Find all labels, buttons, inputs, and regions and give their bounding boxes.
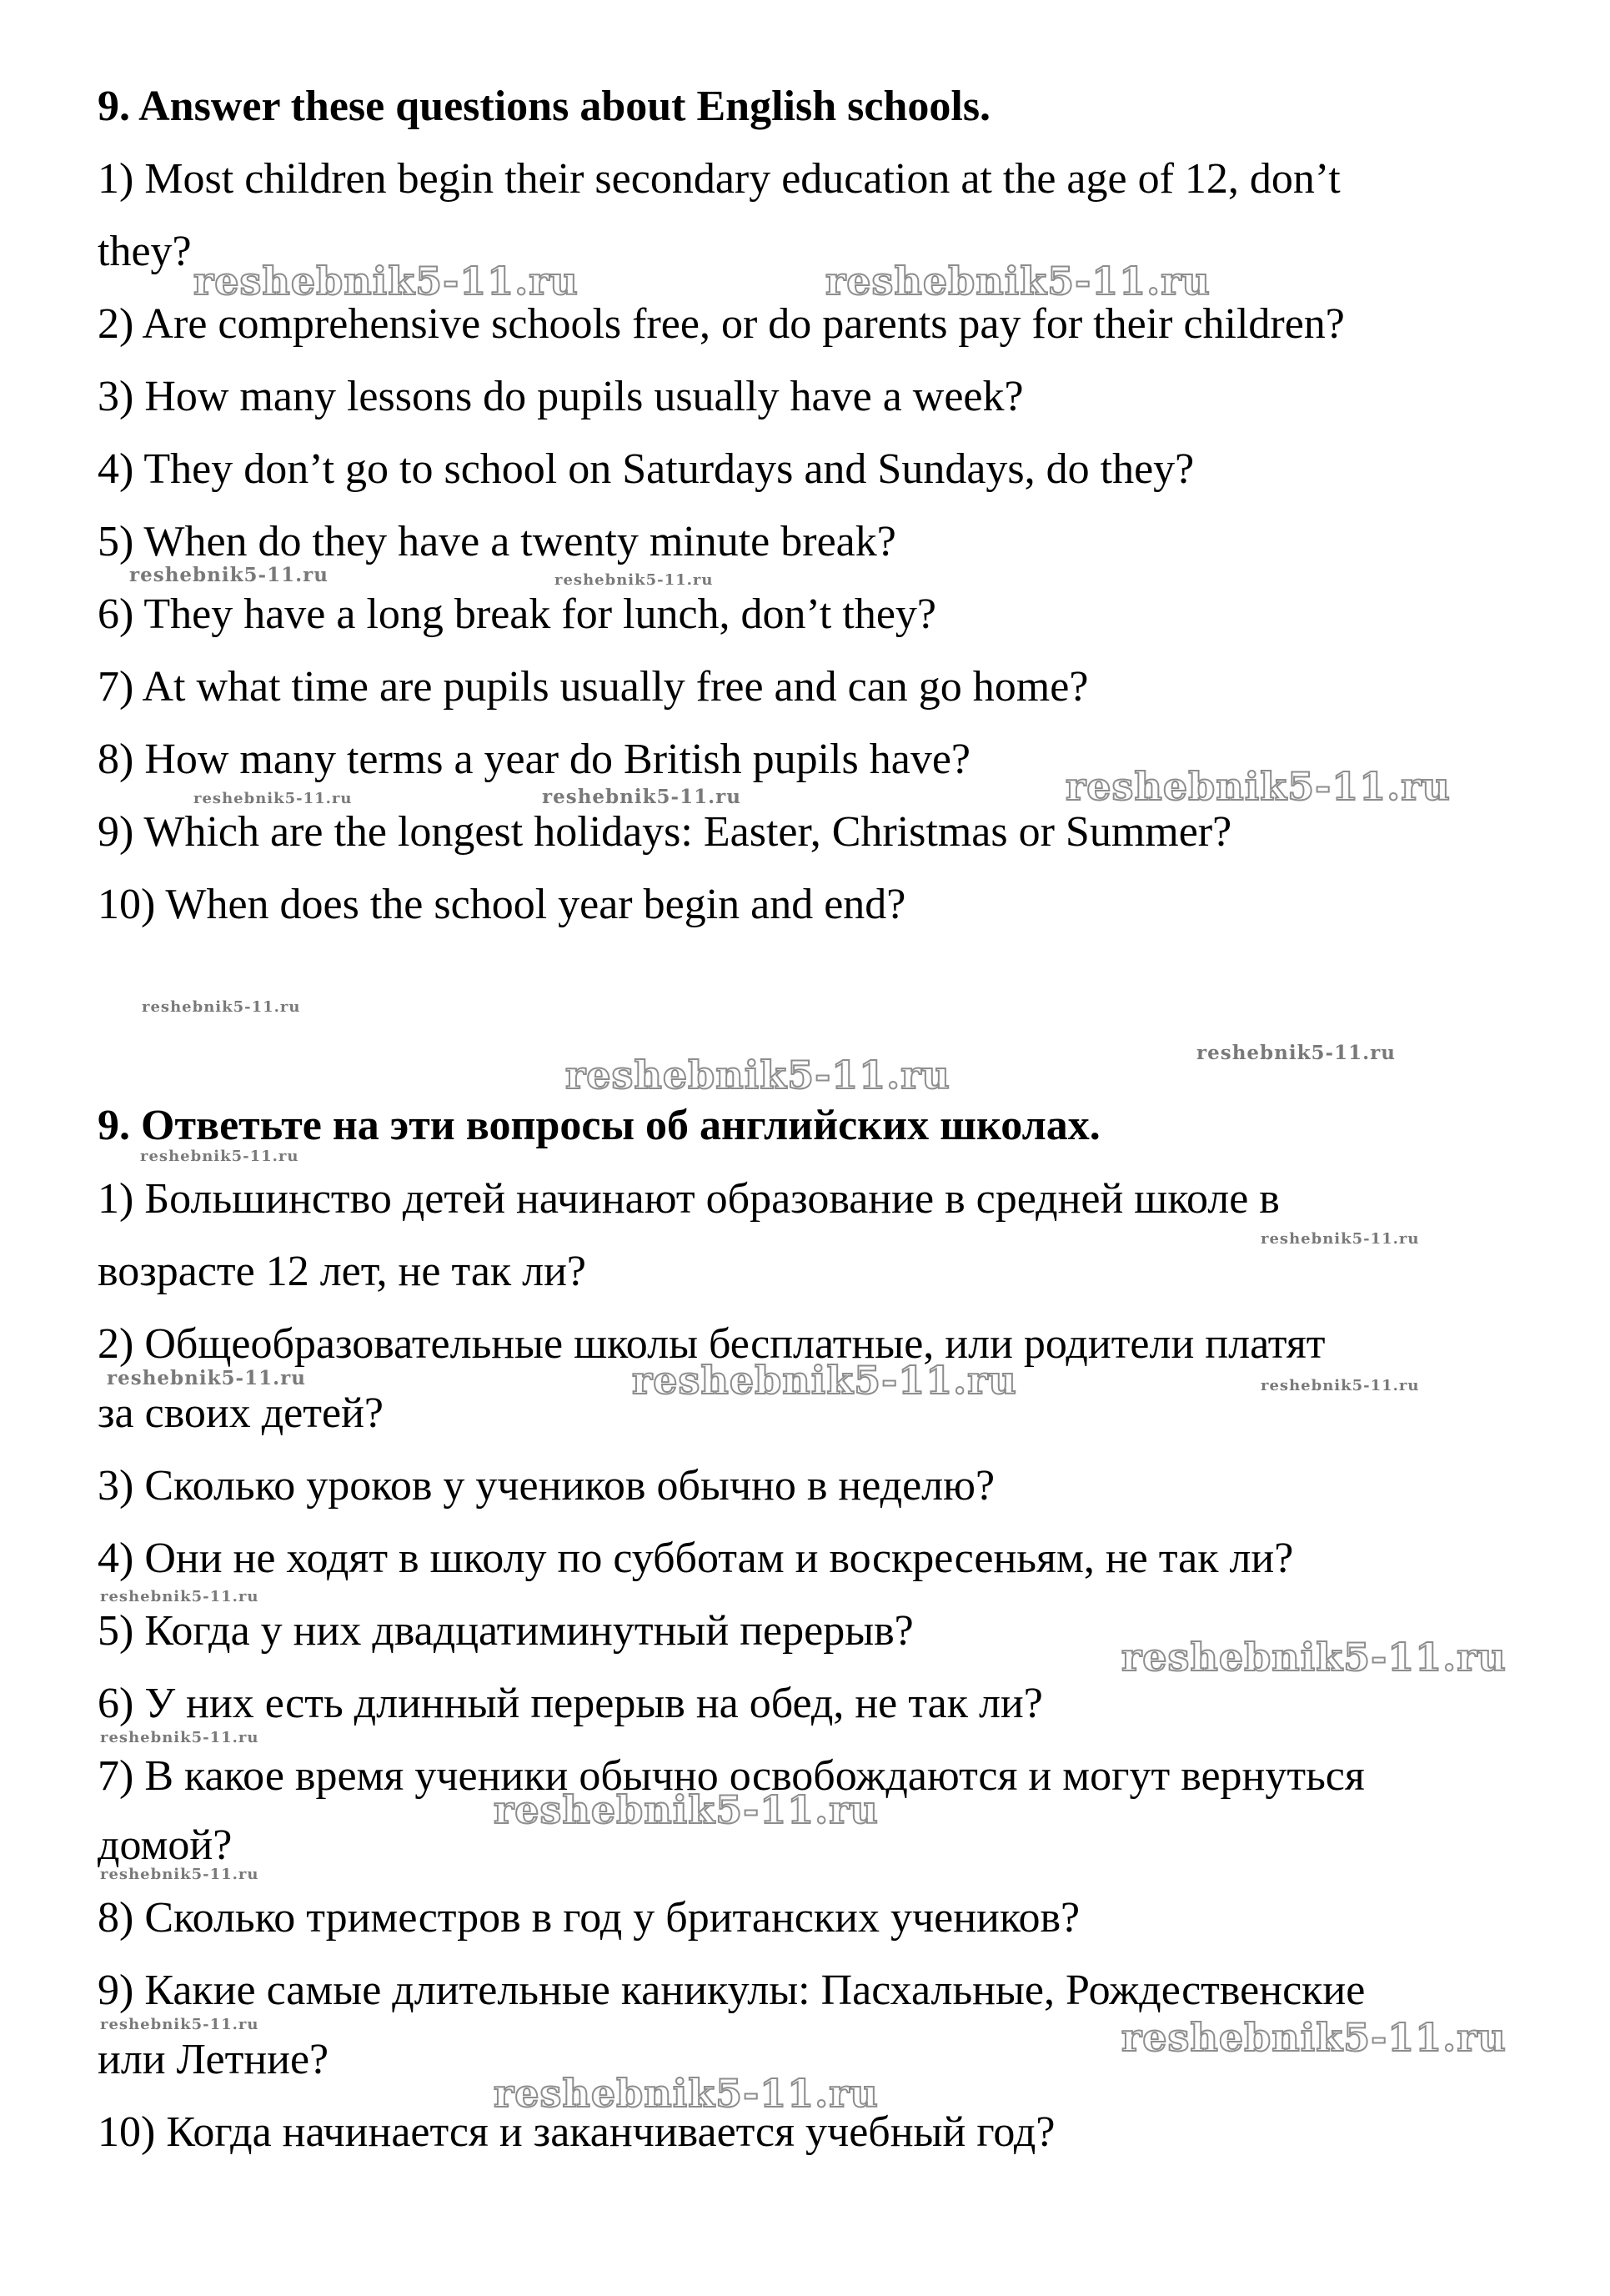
russian-question-1-cont: возрасте 12 лет, не так ли? [98, 1248, 587, 1295]
english-question-9: 9) Which are the longest holidays: Easter, Christmas or Summer? [98, 808, 1232, 856]
watermark: reshebnik5-11.ru [542, 786, 741, 808]
watermark: reshebnik5-11.ru [494, 2071, 879, 2116]
english-question-2: 2) Are comprehensive schools free, or do parents pay for their children? [98, 300, 1345, 348]
russian-heading: 9. Ответьте на эти вопросы об английских школах. [98, 1102, 1101, 1149]
english-question-1: 1) Most children begin their secondary education at the age of 12, don’t [98, 155, 1341, 203]
english-heading: 9. Answer these questions about English schools. [98, 83, 991, 130]
russian-question-9: 9) Какие самые длительные каникулы: Пасхальные, Рождественские [98, 1967, 1366, 2014]
english-question-4: 4) They don’t go to school on Saturdays and Sundays, do they? [98, 445, 1195, 493]
watermark: reshebnik5-11.ru [565, 1053, 950, 1098]
russian-question-7-cont: домой? [98, 1821, 233, 1869]
watermark: reshebnik5-11.ru [1261, 1230, 1420, 1248]
russian-question-9-cont: или Летние? [98, 2036, 329, 2083]
russian-question-5: 5) Когда у них двадцатиминутный перерыв? [98, 1607, 914, 1655]
russian-question-2-cont: за своих детей? [98, 1389, 384, 1437]
watermark: reshebnik5-11.ru [1121, 2015, 1507, 2060]
watermark: reshebnik5-11.ru [632, 1358, 1017, 1403]
russian-question-6: 6) У них есть длинный перерыв на обед, не так ли? [98, 1680, 1043, 1727]
watermark: reshebnik5-11.ru [100, 1729, 259, 1746]
watermark: reshebnik5-11.ru [1196, 1042, 1396, 1064]
watermark: reshebnik5-11.ru [100, 2016, 259, 2033]
english-question-7: 7) At what time are pupils usually free and can go home? [98, 663, 1089, 711]
watermark: reshebnik5-11.ru [1066, 764, 1451, 809]
russian-question-2: 2) Общеобразовательные школы бесплатные, или родители платят [98, 1320, 1326, 1368]
watermark: reshebnik5-11.ru [100, 1588, 259, 1605]
russian-question-7: 7) В какое время ученики обычно освобождаются и могут вернуться [98, 1752, 1365, 1800]
russian-question-4: 4) Они не ходят в школу по субботам и воскресеньям, не так ли? [98, 1535, 1294, 1582]
watermark: reshebnik5-11.ru [140, 1148, 299, 1165]
english-question-6: 6) They have a long break for lunch, don’t they? [98, 590, 936, 638]
english-question-8: 8) How many terms a year do British pupils have? [98, 736, 971, 783]
english-question-1-cont: they? [98, 228, 192, 275]
watermark: reshebnik5-11.ru [494, 1787, 879, 1832]
watermark: reshebnik5-11.ru [193, 790, 353, 807]
watermark: reshebnik5-11.ru [100, 1866, 259, 1883]
watermark: reshebnik5-11.ru [193, 259, 579, 304]
watermark: reshebnik5-11.ru [107, 1367, 306, 1389]
watermark: reshebnik5-11.ru [825, 259, 1211, 304]
english-question-5: 5) When do they have a twenty minute break? [98, 518, 896, 565]
russian-question-10: 10) Когда начинается и заканчивается учебный год? [98, 2108, 1056, 2156]
watermark: reshebnik5-11.ru [1121, 1635, 1507, 1680]
watermark: reshebnik5-11.ru [1261, 1377, 1420, 1394]
watermark: reshebnik5-11.ru [554, 571, 714, 589]
english-question-3: 3) How many lessons do pupils usually have a week? [98, 373, 1024, 420]
english-question-10: 10) When does the school year begin and end? [98, 881, 906, 928]
russian-question-3: 3) Сколько уроков у учеников обычно в неделю? [98, 1462, 996, 1510]
russian-question-1: 1) Большинство детей начинают образование в средней школе в [98, 1175, 1280, 1223]
watermark: reshebnik5-11.ru [129, 564, 329, 586]
russian-question-8: 8) Сколько триместров в год у британских учеников? [98, 1894, 1081, 1942]
watermark: reshebnik5-11.ru [142, 998, 301, 1016]
